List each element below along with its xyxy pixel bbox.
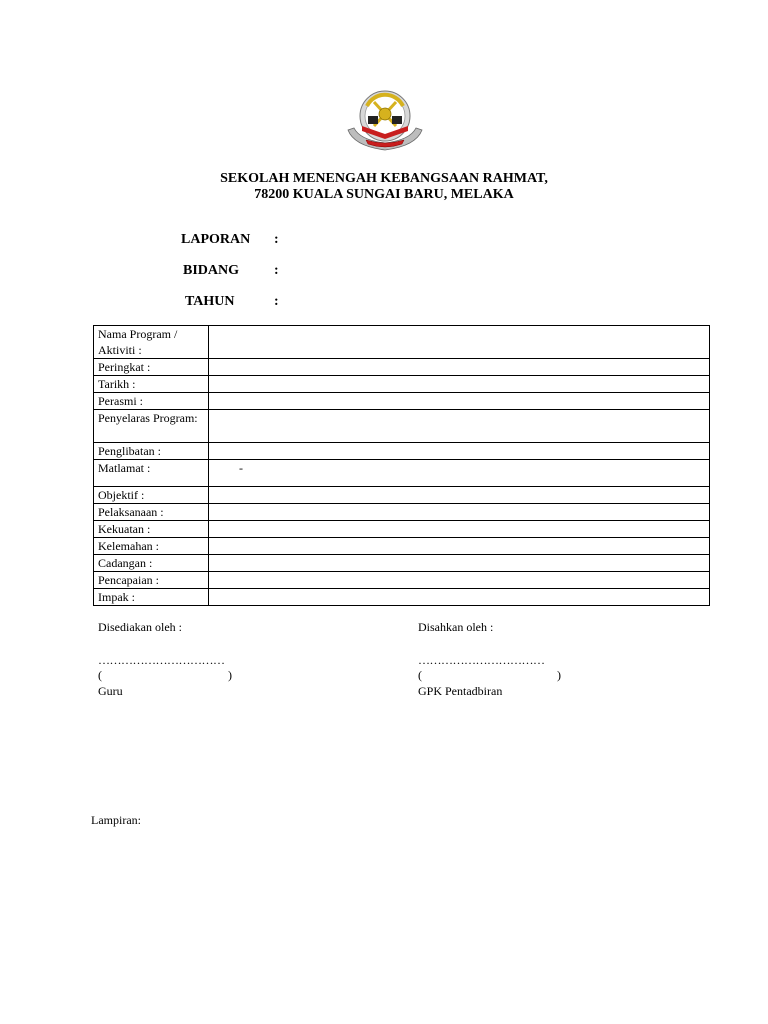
table-row [94, 572, 710, 589]
row-value [209, 460, 710, 487]
table-row [94, 504, 710, 521]
prepared-by-role: Guru [98, 684, 123, 698]
lampiran-label: Lampiran: [91, 813, 141, 827]
row-label: Pelaksanaan : [94, 504, 209, 521]
matlamat-dash: - [239, 461, 243, 475]
table-row [94, 460, 710, 487]
tahun-label: TAHUN [185, 294, 235, 309]
row-label: Perasmi : [94, 393, 209, 410]
table-row [94, 521, 710, 538]
table-row [94, 443, 710, 460]
row-value [209, 359, 710, 376]
tahun-colon: : [274, 294, 279, 309]
table-row [94, 487, 710, 504]
row-value [209, 521, 710, 538]
row-label: Cadangan : [94, 555, 209, 572]
table-row [94, 326, 710, 359]
row-value [209, 555, 710, 572]
row-value [209, 326, 710, 359]
laporan-label: LAPORAN [181, 232, 251, 247]
row-value [209, 443, 710, 460]
row-label: Impak : [94, 589, 209, 606]
row-label: Nama Program / Aktiviti : [94, 326, 209, 359]
table-row [94, 555, 710, 572]
bidang-colon: : [274, 263, 279, 278]
row-value [209, 487, 710, 504]
approved-by-caption: Disahkan oleh : [418, 620, 494, 634]
close-paren: ) [557, 668, 561, 682]
approved-by-role: GPK Pentadbiran [418, 684, 503, 698]
row-value [209, 504, 710, 521]
prepared-by-signature-line: …………………………… [98, 653, 225, 667]
school-crest-logo [344, 86, 426, 158]
row-label: Penyelaras Program: [94, 410, 209, 443]
bidang-label: BIDANG [183, 263, 240, 278]
table-row [94, 589, 710, 606]
row-label: Peringkat : [94, 359, 209, 376]
school-address: 78200 KUALA SUNGAI BARU, MELAKA [254, 187, 514, 202]
open-paren: ( [418, 668, 422, 682]
table-row [94, 393, 710, 410]
prepared-by-name-brackets [98, 667, 238, 683]
row-label: Kekuatan : [94, 521, 209, 538]
row-label: Tarikh : [94, 376, 209, 393]
row-label: Matlamat : [94, 460, 209, 487]
row-label: Pencapaian : [94, 572, 209, 589]
row-value [209, 410, 710, 443]
table-row [94, 410, 710, 443]
table-row [94, 359, 710, 376]
prepared-by-caption: Disediakan oleh : [98, 620, 182, 634]
row-value [209, 589, 710, 606]
row-value [209, 538, 710, 555]
table-row [94, 538, 710, 555]
row-value [209, 376, 710, 393]
approved-by-name-brackets [418, 667, 568, 683]
laporan-colon: : [274, 232, 279, 247]
close-paren: ) [228, 668, 232, 682]
approved-by-signature-line: …………………………… [418, 653, 545, 667]
row-value [209, 572, 710, 589]
school-name: SEKOLAH MENENGAH KEBANGSAAN RAHMAT, [220, 171, 548, 186]
open-paren: ( [98, 668, 102, 682]
row-label: Penglibatan : [94, 443, 209, 460]
row-value [209, 393, 710, 410]
table-row [94, 376, 710, 393]
report-table [93, 325, 710, 606]
row-label: Kelemahan : [94, 538, 209, 555]
row-label: Objektif : [94, 487, 209, 504]
